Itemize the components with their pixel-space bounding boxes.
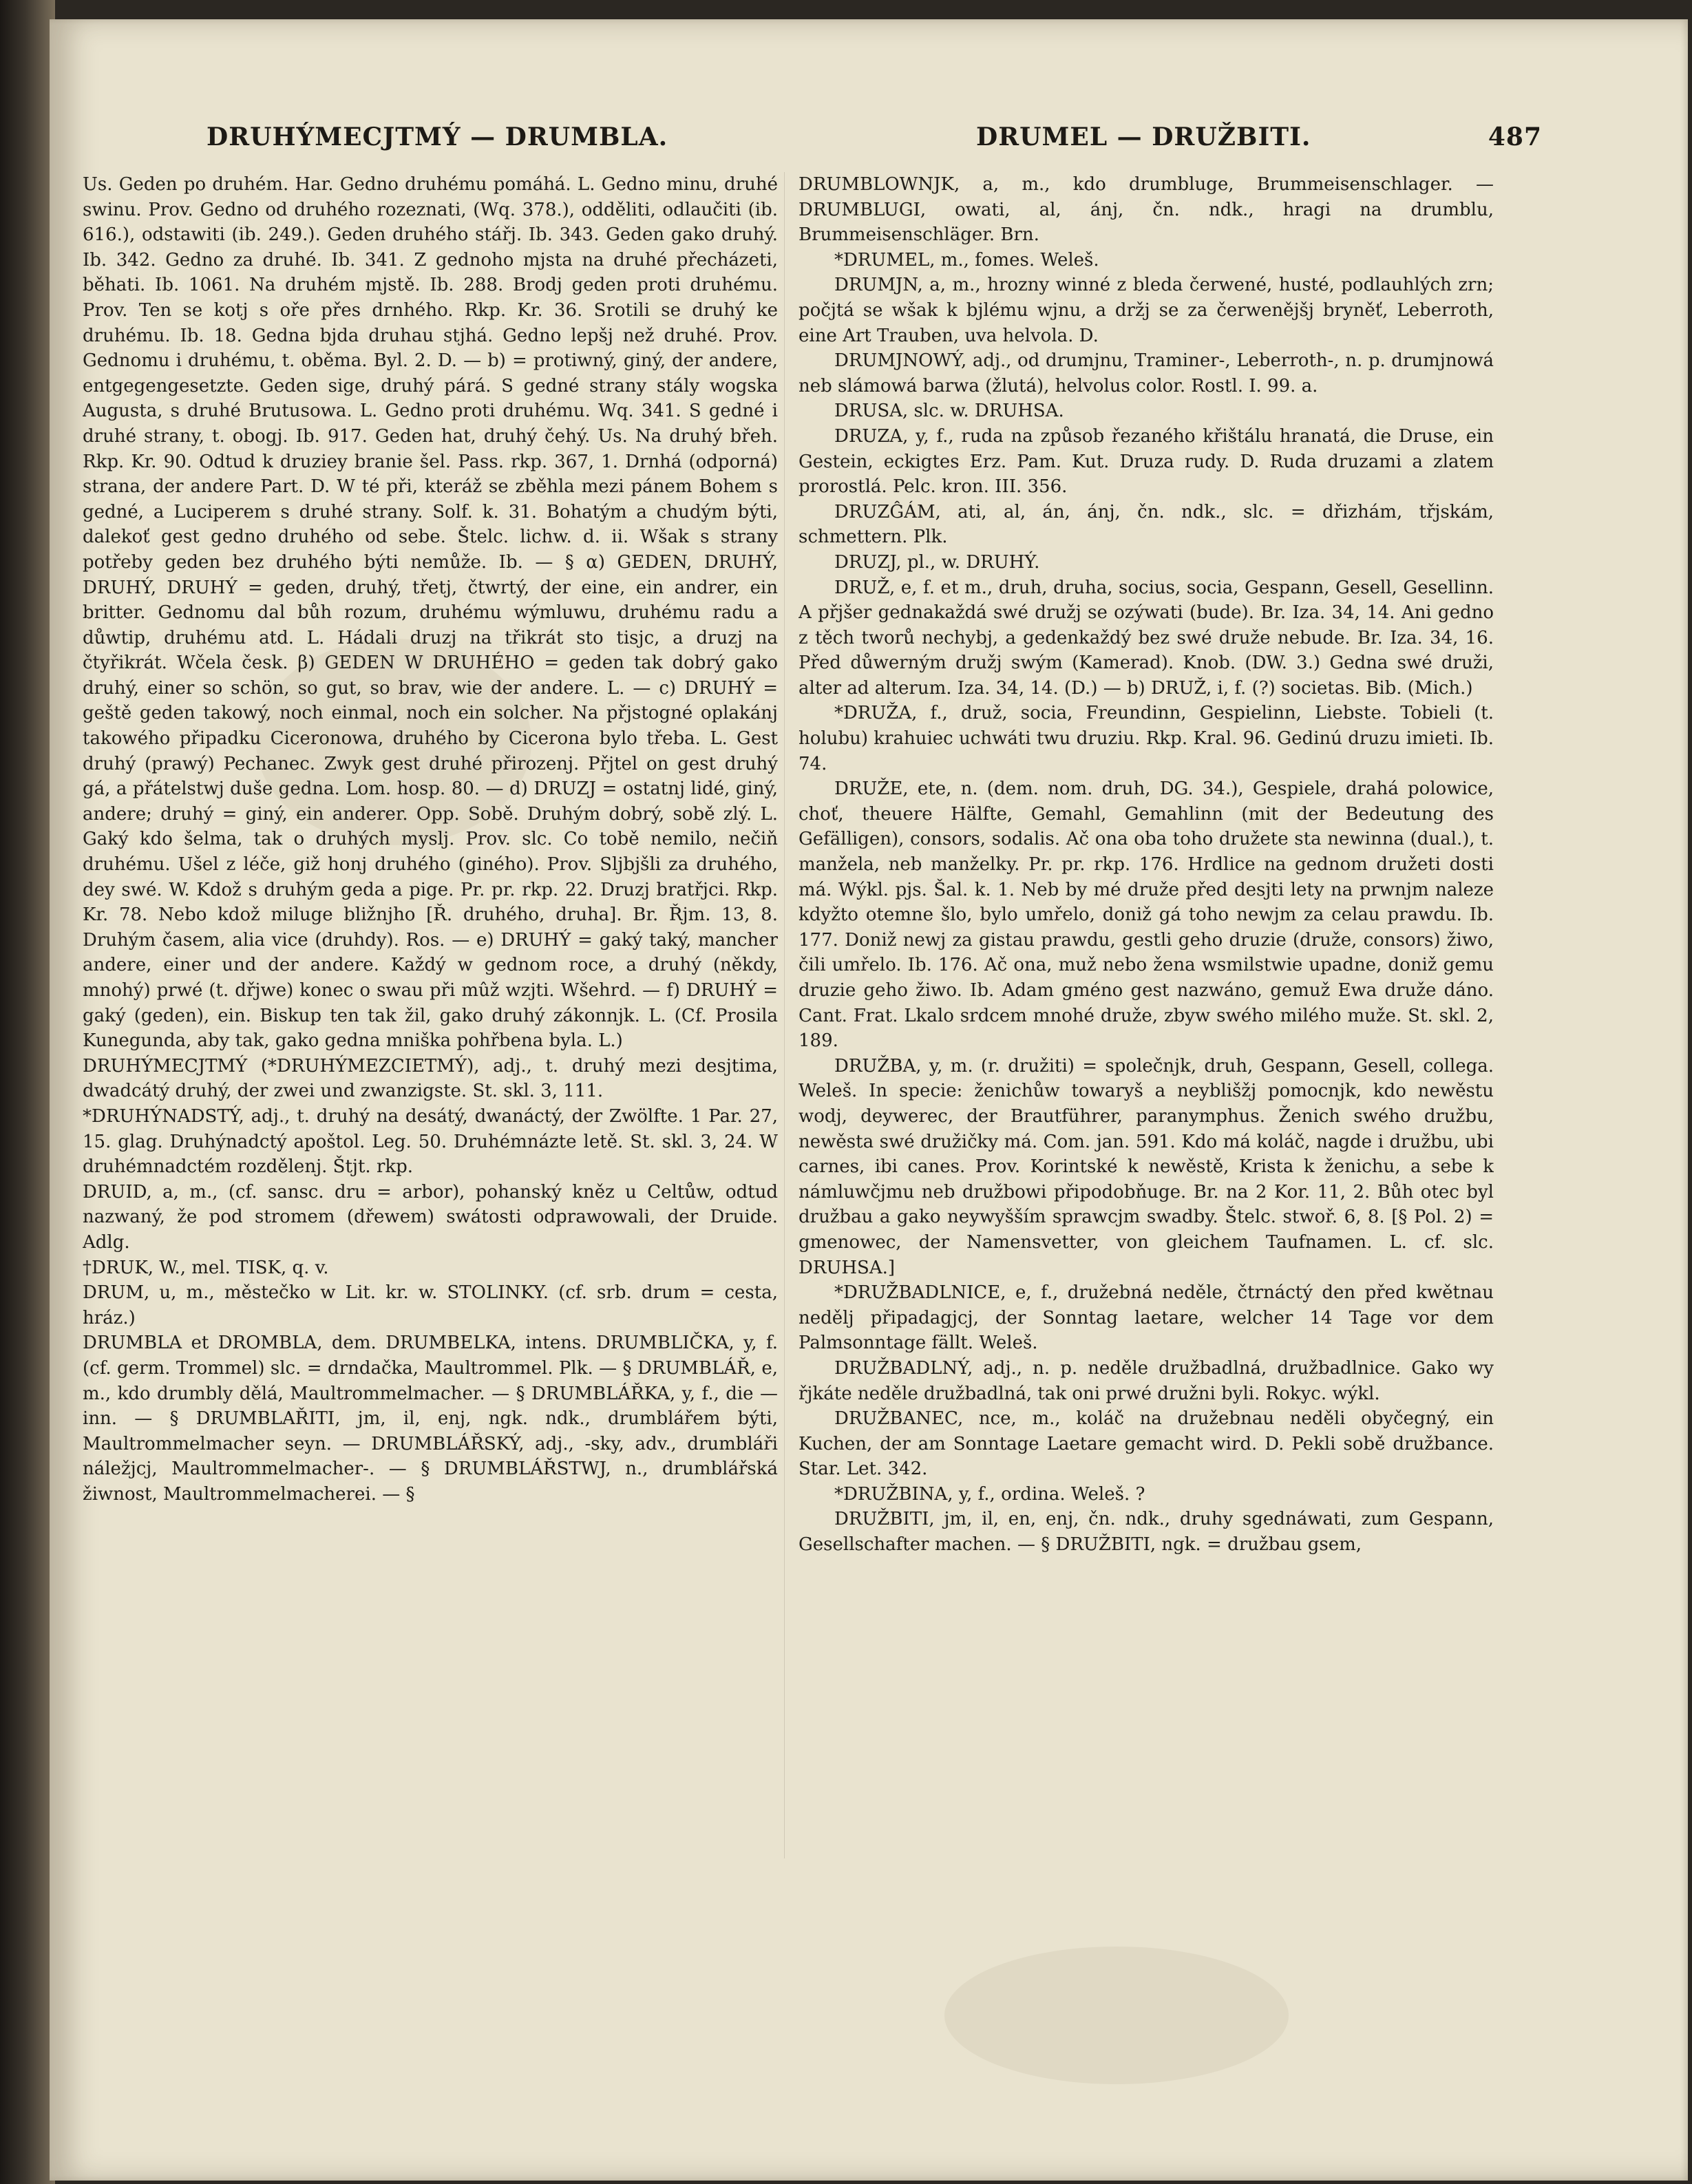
entry-drumbla: DRUMBLA et DROMBLA, dem. DRUMBELKA, intens. DRUMBLIČKA, y, f. (cf. germ. Trommel) slc. = drndačka, Maultrommel. Plk. — § DRUMBLÁŘ, e, m., kdo drumbly dělá, Maultrommelmacher. — § DRUMBLÁŘKA, y, f., die —inn. — § DRUMBLAŘITI, jm, il, enj, ngk. ndk., drumblářem býti, Maultrommelmacher seyn. — DRUMBLÁŘSKÝ, adj., -sky, adv., drumbláři náležjcj, Maultrommelmacher-. — § DRUMBLÁŘSTWJ, n., drumblářská žiwnost, Maultrommelmacherei. — § bbox=[83, 1333, 778, 1505]
column-divider bbox=[784, 172, 785, 1858]
entry-druzgam: DRUZĜÁM, ati, al, án, ánj, čn. ndk., slc. = dřizhám, třjskám, schmettern. Plk. bbox=[799, 501, 1494, 548]
entry-druzbanec: DRUŽBANEC, nce, m., koláč na družebnau neděli obyčegný, ein Kuchen, der am Sonntage Laetare gemacht wird. D. Pekli sobě družbance. Star. Let. 342. bbox=[799, 1408, 1494, 1480]
page-number: 487 bbox=[1488, 123, 1542, 151]
entry-druk: †DRUK, W., mel. TISK, q. v. bbox=[83, 1257, 329, 1278]
running-header bbox=[124, 123, 1542, 157]
entry-druze: DRUŽE, ete, n. (dem. nom. druh, DG. 34.), Gespiele, drahá polowice, choť, theuere Hälfte, Gemahl, Gemahlinn (mit der Bedeutung des Gefälligen), consors, sodalis. Ač ona oba toho družete sta newinna (dual.), t. manžela, neb manželky. Pr. pr. rkp. 176. Hrdlice na gednom družeti dosti má. Wýkl. pjs. Šal. k. 1. Neb by mé druže před desjti lety na prwnjm naleze kdyžto otemne šlo, bylo umřelo, doniž gá toho newjm za celau prawdu. Ib. 177. Doniž newj za gistau prawdu, gestli geho druzie (druže, consors) žiwo, čili umřelo. Ib. 176. Ač ona, muž nebo žena wsmilstwie upadne, doniž gemu druzie geho žiwo. Ib. Adam gméno gest nazwáno, gemuž Ewa druže dáno. Cant. Frat. Lkalo srdcem mnohé druže, zbyw swého milého muže. St. skl. 2, 189. bbox=[799, 778, 1494, 1052]
entry-drum: DRUM, u, m., městečko w Lit. kr. w. STOLINKY. (cf. srb. drum = cesta, hráz.) bbox=[83, 1282, 778, 1328]
entry-druzbadlnice: *DRUŽBADLNICE, e, f., družebná neděle, čtrnáctý den před kwětnau nedělj připadagjcj, der Sonntag laetare, welcher 14 Tage vor dem Palmsonntage fällt. Weleš. bbox=[799, 1282, 1494, 1354]
entry-druzbina: *DRUŽBINA, y, f., ordina. Weleš. ? bbox=[834, 1483, 1145, 1505]
entry-druz: DRUŽ, e, f. et m., druh, druha, socius, socia, Gespann, Gesell, Gesellinn. A přjšer gednakaždá swé družj se ozýwati (bude). Br. Iza. 34, 14. Ani gedno z těch tworů nechybj, a gedenkaždý bez swé druže nebude. Br. Iza. 34, 16. Před důwerným družj swým (Kamerad). Knob. (DW. 3.) Gedna swé druži, alter ad alterum. Iza. 34, 14. (D.) — b) DRUŽ, i, f. (?) societas. Bib. (Mich.) bbox=[799, 577, 1494, 699]
entry-drusa: DRUSA, slc. w. DRUHSA. bbox=[834, 401, 1064, 422]
entry-druzbiti: DRUŽBITI, jm, il, en, enj, čn. ndk., druhy sgednáwati, zum Gespann, Gesellschafter machen. — § DRUŽBITI, ngk. = družbau gsem, bbox=[799, 1509, 1494, 1556]
book-spine bbox=[0, 0, 55, 2184]
entry-druid: DRUID, a, m., (cf. sansc. dru = arbor), pohanský kněz u Celtůw, odtud nazwaný, že pod stromem (dřewem) swátosti odprawowali, der Druide. Adlg. bbox=[83, 1181, 778, 1253]
right-column bbox=[799, 172, 1494, 2134]
entry-druza: DRUZA, y, f., ruda na způsob řezaného křištálu hranatá, die Druse, ein Gestein, eckigtes Erz. Pam. Kut. Druza rudy. D. Ruda druzami a zlatem prorostlá. Pelc. kron. III. 356. bbox=[799, 425, 1494, 498]
entry-druzj: DRUZJ, pl., w. DRUHÝ. bbox=[834, 551, 1040, 573]
entry-drumel: *DRUMEL, m., fomes. Weleš. bbox=[834, 249, 1099, 271]
entry-druza-female: *DRUŽA, f., druž, socia, Freundinn, Gespielinn, Liebste. Tobieli (t. holubu) krahuiec uchwáti twu druziu. Rkp. Kral. 96. Gedinú druzu imieti. Ib. 74. bbox=[799, 703, 1494, 774]
left-column bbox=[83, 172, 778, 2134]
entry-druhynadsty: *DRUHÝNADSTÝ, adj., t. druhý na desátý, dwanáctý, der Zwölfte. 1 Par. 27, 15. glag. Druhýnadctý apoštol. Leg. 50. Druhémnázte letě. St. skl. 3, 24. W druhémnadctém rozdělenj. Štjt. rkp. bbox=[83, 1105, 778, 1178]
entry-drumjn: DRUMJN, a, m., hrozny winné z bleda čerwené, husté, podlauhlých zrn; počjtá se wšak k bjlému wjnu, a držj se za čerwenějšj bryněť, Leberroth, eine Art Trauben, uva helvola. D. bbox=[799, 275, 1494, 346]
entry-continuation: Us. Geden po druhém. Har. Gedno druhému pomáhá. L. Gedno minu, druhé swinu. Prov. Gedno od druhého rozeznati, (Wq. 378.), odděliti, odlaučiti (ib. 616.), odstawiti (ib. 249.). Geden druhého stářj. Ib. 343. Geden gako druhý. Ib. 342. Gedno za druhé. Ib. 341. Z gednoho mjsta na druhé přecházeti, běhati. Ib. 1061. Na druhém mjstě. Ib. 288. Brodj geden proti druhému. Prov. Ten se kotj s oře přes drnhého. Rkp. Kr. 36. Srotili se druhý ke druhému. Ib. 18. Gedna bjda druhau stjhá. Gedno lepšj než druhé. Prov. Gednomu i druhému, t. oběma. Byl. 2. D. — b) = protiwný, giný, der andere, entgegengesetzte. Geden sige, druhý párá. S gedné strany stály wogska Augusta, s druhé Brutusowa. L. Gedno proti druhému. Wq. 341. S gedné i druhé strany, t. obogj. Ib. 917. Geden hat, druhý čehý. Us. Na druhý břeh. Rkp. Kr. 90. Odtud k druziey branie šel. Pass. rkp. 367, 1. Drnhá (odporná) strana, der andere Part. D. W té při, kteráž se zběhla mezi pánem Bohem s gedné, a Luciperem s druhé strany. Solf. k. 31. Bohatým a chudým býti, dalekoť gest gedno druhého od sebe. Štelc. lichw. d. ii. Wšak s strany potřeby geden bez druhého býti nemůže. Ib. — § α) GEDEN, DRUHÝ, DRUHÝ, DRUHÝ = geden, druhý, třetj, čtwrtý, der eine, ein andrer, ein britter. Gednomu dal bůh rozum, druhému wýmluwu, druhému radu a důwtip, druhému atd. L. Hádali druzj na třikrát sto tisjc, a druzj na čtyřikrát. Wčela česk. β) GEDEN W DRUHÉHO = geden tak dobrý gako druhý, einer so schön, so gut, so brav, wie der andere. L. — c) DRUHÝ = geště geden takowý, noch einmal, noch ein solcher. Na přjstogné oplakánj takowého připadku Ciceronowa, druhého by Cicerona bylo třeba. L. Gest druhý (prawý) Pechanec. Zwyk gest druhé přirozenj. Přjtel on gest druhý gá, a přátelstwj duše gedna. Lom. hosp. 80. — d) DRUZJ = ostatnj lidé, giný, andere; druhý = giný, ein anderer. Opp. Sobě. Druhým dobrý, sobě zlý. L. Gaký kdo šelma, tak o druhých myslj. Prov. slc. Co tobě nemilo, nečiň druhému. Ušel z léče, giž honj druhého (giného). Prov. Sljbjšli za druhého, dey swé. W. Kdož s druhým geda a pige. Pr. pr. rkp. 22. Druzj bratřjci. Rkp. Kr. 78. Nebo kdož miluge bližnjho [Ř. druhého, druha]. Br. Řjm. 13, 8. Druhým časem, alia vice (druhdy). Ros. — e) DRUHÝ = gaký taký, mancher andere, einer und der andere. Každý w gednom roce, a druhý (někdy, mnohý) prwé (t. dřjwe) konec o swau při mûž wzjti. Wšehrd. — f) DRUHÝ = gaký (geden), ein. Biskup ten tak žil, gako druhý zákonnjk. L. (Cf. Prosila Kunegunda, aby tak, gako gedna mniška pohřbena byla. L.) bbox=[83, 174, 778, 1052]
entry-drumblownjk: DRUMBLOWNJK, a, m., kdo drumbluge, Brummeisenschlager. — DRUMBLUGI, owati, al, ánj, čn. ndk., hragi na drumblu, Brummeisenschläger. Brn. bbox=[799, 174, 1494, 246]
entry-druhymecjtmy: DRUHÝMECJTMÝ (*DRUHÝMEZCIETMÝ), adj., t. druhý mezi desjtima, dwadcátý druhý, der zwei und zwanzigste. St. skl. 3, 111. bbox=[83, 1055, 778, 1102]
entry-druzbadlny: DRUŽBADLNÝ, adj., n. p. neděle družbadlná, družbadlnice. Gako wy řjkáte neděle družbadlná, tak oni prwé družni byli. Rokyc. wýkl. bbox=[799, 1357, 1494, 1404]
entry-druzba: DRUŽBA, y, m. (r. družiti) = společnjk, druh, Gespann, Gesell, collega. Weleš. In specie: ženichůw towaryš a neyblišžj pomocnjk, kdo newěstu wodj, deywerec, der Brautführer, paranymphus. Ženich swého družbu, newěsta swé družičky má. Com. jan. 591. Kdo má koláč, nagde i družbu, ubi carnes, ibi canes. Prov. Korintské k newěstě, Krista k ženichu, a sebe k námluwčjmu neb družbowi připodobňuge. Br. na 2 Kor. 11, 2. Bůh otec byl družbau a gako neywyšším sprawcjm swadby. Štelc. stwoř. 6, 8. [§ Pol. 2) = gmenowec, der Namensvetter, von gleichem Taufnamen. L. cf. slc. DRUHSA.] bbox=[799, 1055, 1494, 1278]
left-running-title: DRUHÝMECJTMÝ — DRUMBLA. bbox=[207, 123, 668, 151]
entry-drumjnowy: DRUMJNOWÝ, adj., od drumjnu, Traminer-, Leberroth-, n. p. drumjnowá neb slámowá barwa (žlutá), helvolus color. Rostl. I. 99. a. bbox=[799, 350, 1494, 396]
right-running-title: DRUMEL — DRUŽBITI. bbox=[976, 123, 1311, 151]
